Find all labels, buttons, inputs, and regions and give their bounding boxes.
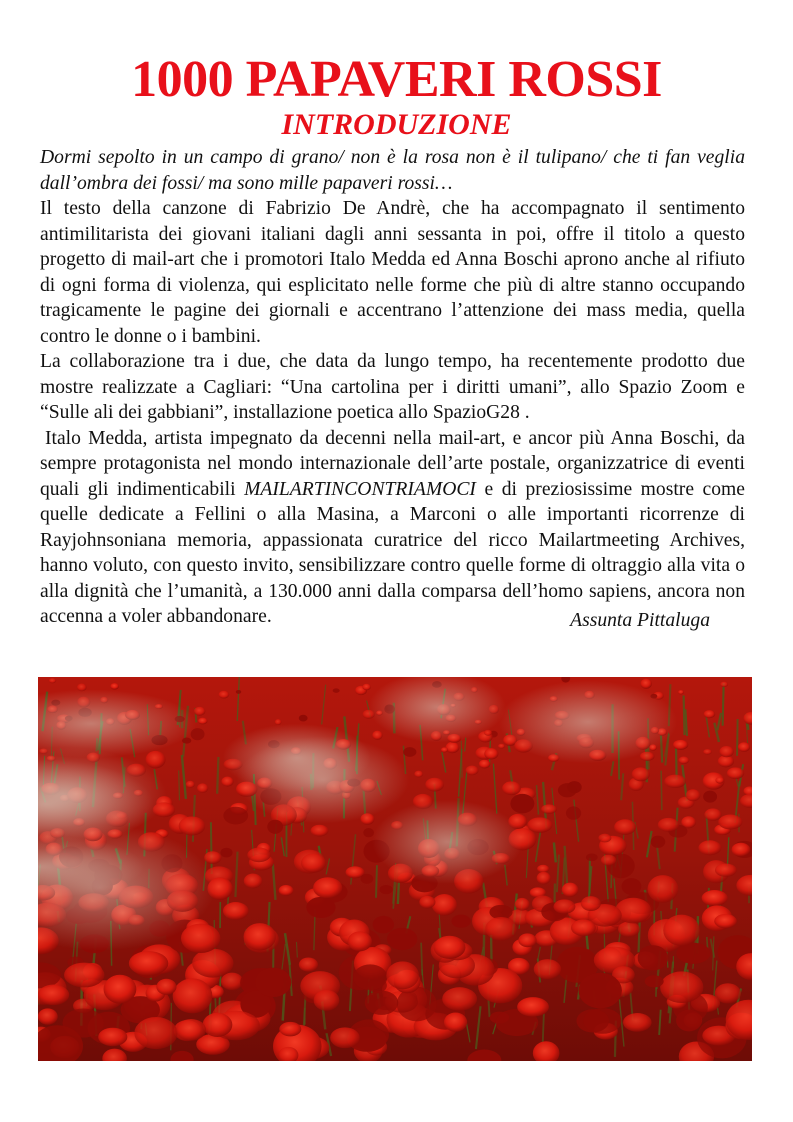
poppy-flower	[614, 819, 636, 835]
poppy-flower	[275, 719, 282, 725]
poppy-flower	[517, 997, 549, 1017]
poppy-flower	[581, 896, 601, 911]
poppy-flower	[553, 899, 575, 913]
document-subtitle	[0, 108, 793, 142]
poppy-flower	[219, 691, 230, 699]
poppy-flower	[156, 979, 176, 995]
poppy-flower	[702, 890, 728, 906]
poppy-flower	[658, 818, 679, 832]
poppy-stem	[217, 757, 218, 794]
paragraph-2: La collaborazione tra i due, che data da lungo tempo, ha recentemente prodotto due mostre realizzate a Cagliari: “Una cartolina per i diritti umani”, allo Spazio Zoom e “Sulle ali dei gabbiani”, installazione poetica allo SpazioG28 .	[40, 351, 745, 423]
poppy-flower	[466, 765, 479, 775]
poppy-flower	[380, 885, 393, 894]
poppy-flower	[365, 991, 399, 1015]
poppy-flower	[576, 1009, 609, 1032]
poppy-flower	[579, 973, 622, 1009]
poppy-flower	[558, 783, 577, 797]
poppy-flower	[678, 757, 689, 764]
poppy-flower	[738, 742, 750, 752]
poppy-flower	[134, 1017, 177, 1049]
poppy-flower	[703, 749, 712, 755]
paragraph-3-end: e di preziosissime mostre come quelle dedicate a Fellini o alla Masina, a Marconi o alle importanti ricorrenze di Rayjohnsoniana memoria, appassionata curatrice del ricco Mailartmeeting Archives, hanno voluto, con questo invito, sensibilizzare contro quelle forme di oltraggio alla vita o alla dignità che l’umanità, a 130.000 anni dalla comparsa dell’homo sapiens, ancora non accenna a voler abbandonare.	[40, 478, 745, 627]
poppy-stem	[179, 770, 180, 800]
poppy-flower	[651, 836, 666, 848]
poppy-flower	[299, 715, 308, 722]
poppy-flower	[414, 771, 423, 778]
poppy-flower	[498, 744, 505, 749]
poppy-flower	[632, 767, 650, 781]
poppy-stem	[684, 696, 685, 736]
poppy-flower	[363, 828, 374, 837]
subtitle-text: INTRODUZIONE	[281, 108, 512, 141]
poppy-flower	[727, 767, 744, 779]
poppy-stem	[661, 771, 662, 810]
poppy-flower	[715, 983, 741, 1003]
poppy-field-image	[38, 677, 752, 1061]
poppy-flower	[372, 731, 382, 740]
poppy-flower	[333, 688, 340, 692]
poppy-flower	[537, 872, 551, 885]
poppy-flower	[618, 922, 640, 937]
poppy-stem	[737, 719, 738, 756]
poppy-flower	[434, 936, 466, 959]
poppy-field-illustration	[38, 677, 752, 1061]
poppy-flower	[419, 896, 435, 909]
poppy-flower	[223, 902, 249, 920]
poppy-flower	[244, 874, 263, 889]
poppy-flower	[306, 897, 335, 918]
poppy-flower	[313, 877, 342, 898]
poppy-flower	[198, 718, 208, 725]
poppy-flower	[204, 851, 221, 864]
poppy-flower	[194, 707, 205, 716]
poppy-flower	[247, 848, 270, 863]
poppy-flower	[484, 748, 498, 759]
poppy-flower	[146, 751, 166, 769]
poppy-flower	[301, 853, 326, 872]
poppy-flower	[110, 683, 119, 689]
poppy-flower	[279, 885, 294, 896]
poppy-flower	[38, 985, 69, 1006]
poppy-flower	[236, 690, 241, 694]
poppy-flower	[515, 898, 530, 911]
poppy-flower	[704, 710, 716, 718]
poppy-flower	[361, 874, 374, 884]
poppy-flower	[197, 783, 208, 793]
poppy-flower	[221, 777, 233, 787]
poppy-flower	[176, 1019, 206, 1041]
poppy-flower	[203, 1013, 233, 1037]
poppy-flower	[444, 1012, 467, 1031]
poppy-flower	[586, 854, 598, 862]
poppy-flower	[425, 778, 444, 792]
poppy-flower	[49, 678, 56, 683]
paragraph-3	[40, 426, 745, 630]
poppy-stem	[723, 683, 724, 725]
poppy-flower	[442, 987, 477, 1010]
poppy-flower	[179, 816, 206, 835]
poppy-flower	[704, 808, 721, 820]
light-haze	[237, 736, 410, 823]
poppy-flower	[510, 794, 534, 814]
poppy-flower	[386, 961, 419, 989]
poppy-flower	[279, 1022, 301, 1037]
poppy-flower	[432, 894, 457, 916]
poppy-flower	[720, 682, 728, 687]
poppy-flower	[267, 820, 283, 834]
song-verse: Dormi sepolto in un campo di grano/ non è la rosa non è il tulipano/ che ti fan veglia dall’ombra dei fossi/ ma sono mille papaveri rossi…	[40, 147, 745, 194]
poppy-flower	[527, 817, 552, 832]
poppy-flower	[373, 916, 394, 933]
poppy-flower	[645, 975, 664, 987]
poppy-flower	[541, 804, 557, 814]
poppy-flower	[732, 843, 751, 857]
poppy-flower	[192, 949, 233, 978]
body-text	[40, 145, 745, 630]
poppy-flower	[173, 978, 213, 1013]
poppy-stem	[376, 865, 377, 898]
poppy-flower	[698, 840, 721, 855]
poppy-flower	[664, 775, 686, 788]
poppy-flower	[623, 1013, 652, 1032]
poppy-flower	[64, 963, 104, 988]
poppy-flower	[387, 928, 417, 950]
poppy-flower	[485, 917, 517, 941]
poppy-flower	[452, 915, 471, 928]
poppy-flower	[537, 865, 549, 873]
poppy-flower	[441, 747, 448, 752]
poppy-flower	[518, 933, 536, 947]
poppy-flower	[311, 825, 329, 837]
poppy-flower	[719, 746, 733, 757]
poppy-flower	[571, 919, 596, 936]
poppy-flower	[255, 968, 291, 997]
poppy-flower	[353, 964, 387, 990]
poppy-flower	[714, 914, 737, 928]
document-title: 1000 PAPAVERI ROSSI	[131, 51, 662, 108]
author-signature: Assunta Pittaluga	[570, 610, 710, 631]
poppy-flower	[502, 781, 521, 795]
poppy-flower	[566, 806, 581, 819]
poppy-flower	[640, 679, 651, 689]
poppy-flower	[660, 971, 703, 1003]
poppy-flower	[615, 898, 651, 924]
poppy-flower	[104, 975, 137, 1004]
poppy-flower	[223, 807, 248, 825]
poppy-flower	[403, 747, 416, 757]
poppy-flower	[129, 951, 168, 976]
poppy-flower	[703, 791, 717, 803]
light-haze	[499, 681, 678, 764]
poppy-flower	[598, 834, 611, 843]
poppy-flower	[314, 990, 340, 1011]
paragraph-3-emphasis: MAILARTINCONTRIAMOCI	[244, 478, 476, 500]
poppy-flower	[663, 915, 699, 946]
poppy-flower	[718, 815, 742, 830]
poppy-flower	[479, 760, 490, 769]
poppy-flower	[98, 1028, 127, 1047]
paragraph-1: Il testo della canzone di Fabrizio De Andrè, che ha accompagnato il sentimento antimilitarista dei giovani italiani dagli anni sessanta in poi, offre il titolo a questo progetto di mail-art che i promotori Italo Medda ed Anna Boschi aprono anche al rifiuto di ogni forma di violenza, qui esplicitato nelle forme che più di altre stanno occupando tragicamente le pagine dei giornali e accentrano l’attenzione dei mass media, quella contro le donne o i bambini.	[40, 198, 745, 347]
poppy-flower	[648, 875, 679, 903]
poppy-stem	[211, 822, 212, 874]
poppy-flower	[534, 959, 561, 979]
poppy-flower	[562, 883, 579, 897]
poppy-flower	[220, 848, 232, 858]
poppy-flower	[601, 855, 616, 866]
poppy-flower	[221, 973, 243, 991]
poppy-flower	[686, 789, 701, 801]
poppy-flower	[446, 742, 460, 753]
poppy-flower	[186, 781, 195, 788]
poppy-flower	[244, 923, 276, 950]
poppy-flower	[715, 863, 737, 876]
poppy-flower	[676, 1010, 702, 1032]
poppy-flower	[673, 740, 688, 750]
poppy-flower	[362, 684, 371, 691]
poppy-flower	[622, 878, 642, 895]
poppy-flower	[678, 690, 684, 694]
light-haze	[372, 800, 522, 884]
poppy-flower	[638, 945, 669, 970]
poppy-flower	[348, 931, 372, 951]
poppy-flower	[38, 1008, 58, 1024]
poppy-flower	[299, 957, 318, 971]
poppy-flower	[715, 777, 724, 784]
poppy-stem	[461, 741, 462, 778]
paragraph-3-start: Italo Medda, artista impegnato da decenni nella mail-art, e ancor più Anna Boschi, da sempre protagonista nel mondo internazionale dell’arte postale, organizzatrice di eventi quali gli indimenticabili	[40, 427, 745, 500]
poppy-flower	[330, 1027, 360, 1048]
